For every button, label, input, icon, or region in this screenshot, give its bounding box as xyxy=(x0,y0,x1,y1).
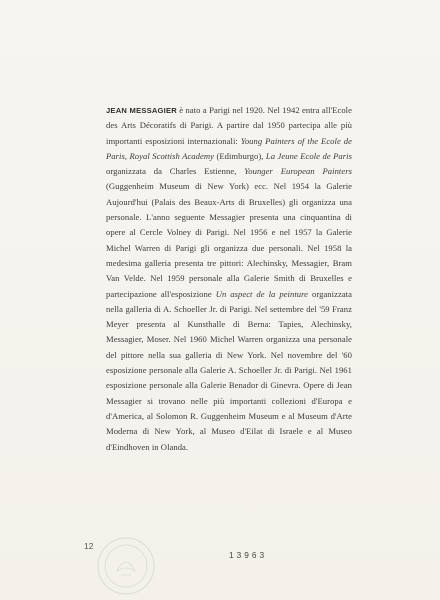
library-stamp xyxy=(95,535,157,597)
page-number: 12 xyxy=(84,541,94,551)
bio-text-3: organizzata da Charles Estienne, xyxy=(106,166,245,177)
bio-text-4: (Guggenheim Museum di New York) ecc. Nel 1954 la Galerie Aujourd'hui (Palais des Beaux-Arts di Bruxelles) gli organizza una personale. L'anno seguente Messagier presenta una cinquantina di opere al Cercle Volney di Parigi. Nel 1956 e nel 1957 la Galerie Michel Warren di Parigi gli organizza due personali. Nel 1958 la medesima galleria presenta tre pittori: Alechinsky, Messagier, Bram Van Velde. Nel 1959 personale alla Galerie Smith di Bruxelles e partecipazione all'esposizione xyxy=(106,181,352,299)
bio-text-5: organizzata nella galleria di A. Schoeller Jr. di Parigi. Nel settembre del '59 Franz Meyer presenta al Kunsthalle di Berna: Tapies, Alechinsky, Messagier, Moser. Nel 1960 Michel Warren organizza una personale del pittore nella sua galleria di New York. Nel novembre del '60 esposizione personale alla Galerie A. Schoeller Jr. di Parigi. Nel 1961 esposizione personale alla Galerie Benador di Ginevra. Opere di Jean Messagier si trovano nelle più importanti collezioni d'Europa e d'America, al Solomon R. Guggenheim Museum e al Museum d'Arte Moderna di New York, al Museo d'Eilat di Israele e al Museo d'Eindhoven in Olanda. xyxy=(106,288,352,452)
biography-paragraph xyxy=(106,103,352,455)
artist-name: JEAN MESSAGIER xyxy=(106,106,177,115)
catalog-number: 13963 xyxy=(229,550,268,560)
exhibition-title-italic: Un aspect de la peinture xyxy=(215,288,309,299)
exhibition-title-italic: Young Painters of the Ecole de Paris, Royal Scottish Academy xyxy=(106,135,353,161)
bio-text-2: (Edimburgo), xyxy=(214,150,266,161)
exhibition-title-italic: Younger European Painters xyxy=(244,166,353,177)
bio-text-1: è nato a Parigi nel 1920. Nel 1942 entra all'Ecole des Arts Décoratifs di Parigi. A partire dal 1950 partecipa alle più importanti esposizioni internazionali: xyxy=(106,105,352,146)
exhibition-title-italic: La Jeune Ecole de Paris xyxy=(265,150,353,161)
